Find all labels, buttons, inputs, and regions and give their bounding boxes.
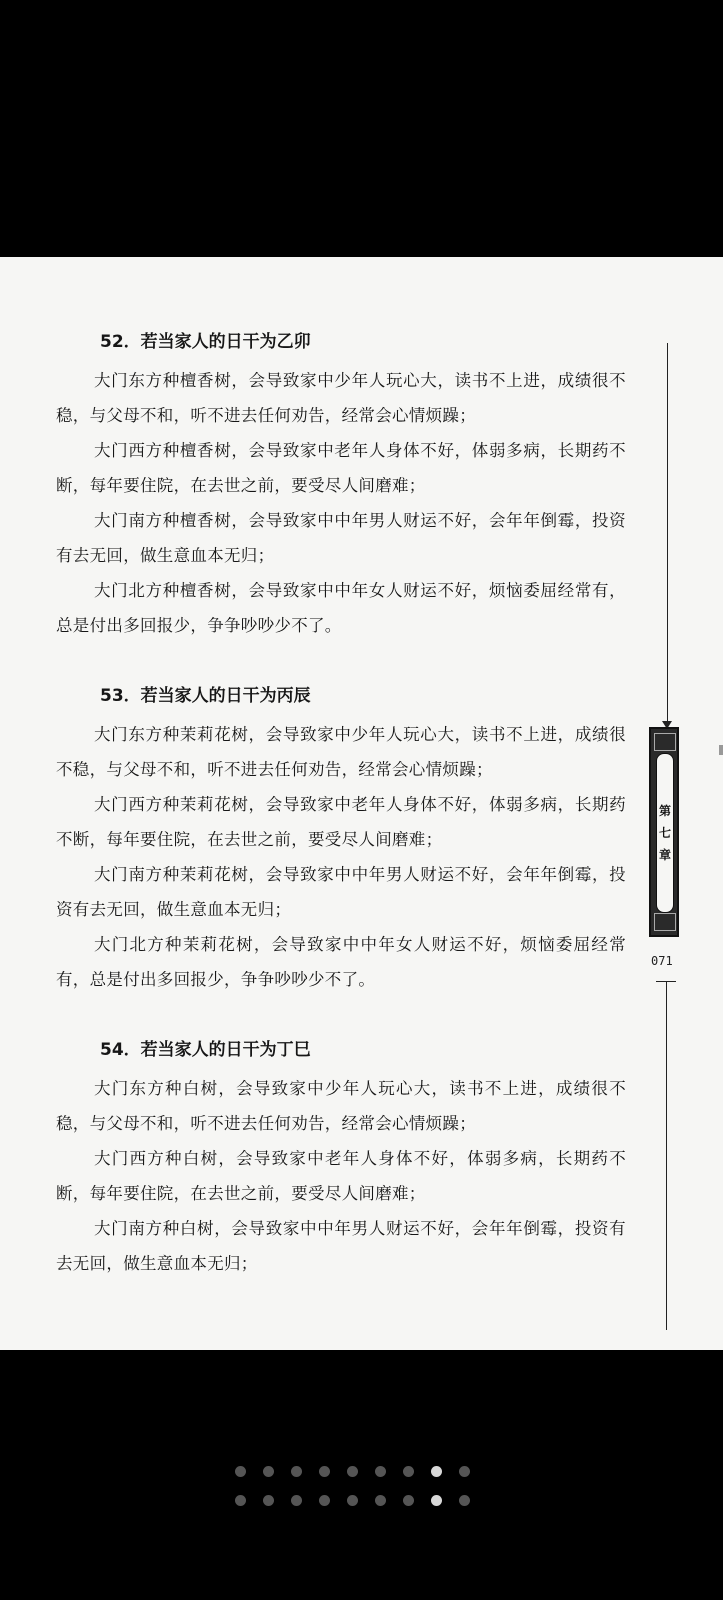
paragraph: 大门北方种檀香树，会导致家中中年女人财运不好，烦恼委屈经常有，总是付出多回报少，争争吵吵少不了。 xyxy=(56,581,626,635)
pagination-dots-row-1[interactable] xyxy=(235,1466,470,1477)
pagination-dot[interactable] xyxy=(375,1466,386,1477)
pagination-dot[interactable] xyxy=(459,1495,470,1506)
paragraph: 大门南方种茉莉花树，会导致家中中年男人财运不好，会年年倒霉，投资有去无回，做生意血本无归； xyxy=(56,865,626,919)
scroll-edge-indicator xyxy=(719,745,723,755)
pagination-dot[interactable] xyxy=(319,1466,330,1477)
pagination-dot[interactable] xyxy=(347,1495,358,1506)
paragraph: 大门南方种檀香树，会导致家中中年男人财运不好，会年年倒霉，投资有去无回，做生意血本无归； xyxy=(56,511,626,565)
chapter-tab xyxy=(649,727,679,937)
pagination-dot[interactable] xyxy=(263,1495,274,1506)
section-title: 52．若当家人的日干为乙卯 xyxy=(100,332,311,352)
pagination-dot[interactable] xyxy=(375,1495,386,1506)
pagination-dot[interactable] xyxy=(235,1466,246,1477)
paragraph: 大门东方种白树，会导致家中少年人玩心大，读书不上进，成绩很不稳，与父母不和，听不进去任何劝告，经常会心情烦躁； xyxy=(56,1079,626,1133)
section-title: 53．若当家人的日干为丙辰 xyxy=(100,686,311,706)
pagination-dot[interactable] xyxy=(263,1466,274,1477)
pagination-dot[interactable] xyxy=(403,1495,414,1506)
chapter-char: 章 xyxy=(658,848,671,862)
ornament-icon xyxy=(654,733,676,751)
section-53 xyxy=(56,681,626,997)
chapter-char: 七 xyxy=(658,826,671,840)
chapter-char: 第 xyxy=(658,804,671,818)
section-54 xyxy=(56,1035,626,1281)
pagination-dots-row-2[interactable] xyxy=(235,1495,470,1506)
paragraph: 大门西方种茉莉花树，会导致家中老年人身体不好，体弱多病，长期药不断，每年要住院，在去世之前，要受尽人间磨难； xyxy=(56,795,626,849)
pagination-dot[interactable] xyxy=(291,1495,302,1506)
pagination-dot[interactable] xyxy=(235,1495,246,1506)
pagination-dot[interactable] xyxy=(291,1466,302,1477)
pagination-dot[interactable] xyxy=(319,1495,330,1506)
paragraph: 大门东方种茉莉花树，会导致家中少年人玩心大，读书不上进，成绩很不稳，与父母不和，听不进去任何劝告，经常会心情烦躁； xyxy=(56,725,626,779)
margin-rule-top xyxy=(667,343,668,725)
section-52 xyxy=(56,327,626,643)
paragraph: 大门北方种茉莉花树，会导致家中中年女人财运不好，烦恼委屈经常有，总是付出多回报少，争争吵吵少不了。 xyxy=(56,935,626,989)
pagination-dot[interactable] xyxy=(403,1466,414,1477)
ornament-icon xyxy=(654,913,676,931)
margin-rule-bottom xyxy=(666,982,667,1330)
pagination-dot[interactable] xyxy=(431,1495,442,1506)
paragraph: 大门东方种檀香树，会导致家中少年人玩心大，读书不上进，成绩很不稳，与父母不和，听不进去任何劝告，经常会心情烦躁； xyxy=(56,371,626,425)
paragraph: 大门南方种白树，会导致家中中年男人财运不好，会年年倒霉，投资有去无回，做生意血本无归； xyxy=(56,1219,626,1273)
pagination-dot[interactable] xyxy=(459,1466,470,1477)
paragraph: 大门西方种檀香树，会导致家中老年人身体不好，体弱多病，长期药不断，每年要住院，在去世之前，要受尽人间磨难； xyxy=(56,441,626,495)
pagination-dot[interactable] xyxy=(431,1466,442,1477)
section-title: 54．若当家人的日干为丁巳 xyxy=(100,1040,311,1060)
pagination-dot[interactable] xyxy=(347,1466,358,1477)
book-page xyxy=(0,257,723,1350)
page-number: 071 xyxy=(651,954,673,968)
paragraph: 大门西方种白树，会导致家中老年人身体不好，体弱多病，长期药不断，每年要住院，在去世之前，要受尽人间磨难； xyxy=(56,1149,626,1203)
page-content xyxy=(56,327,626,1287)
chapter-label xyxy=(656,753,674,913)
